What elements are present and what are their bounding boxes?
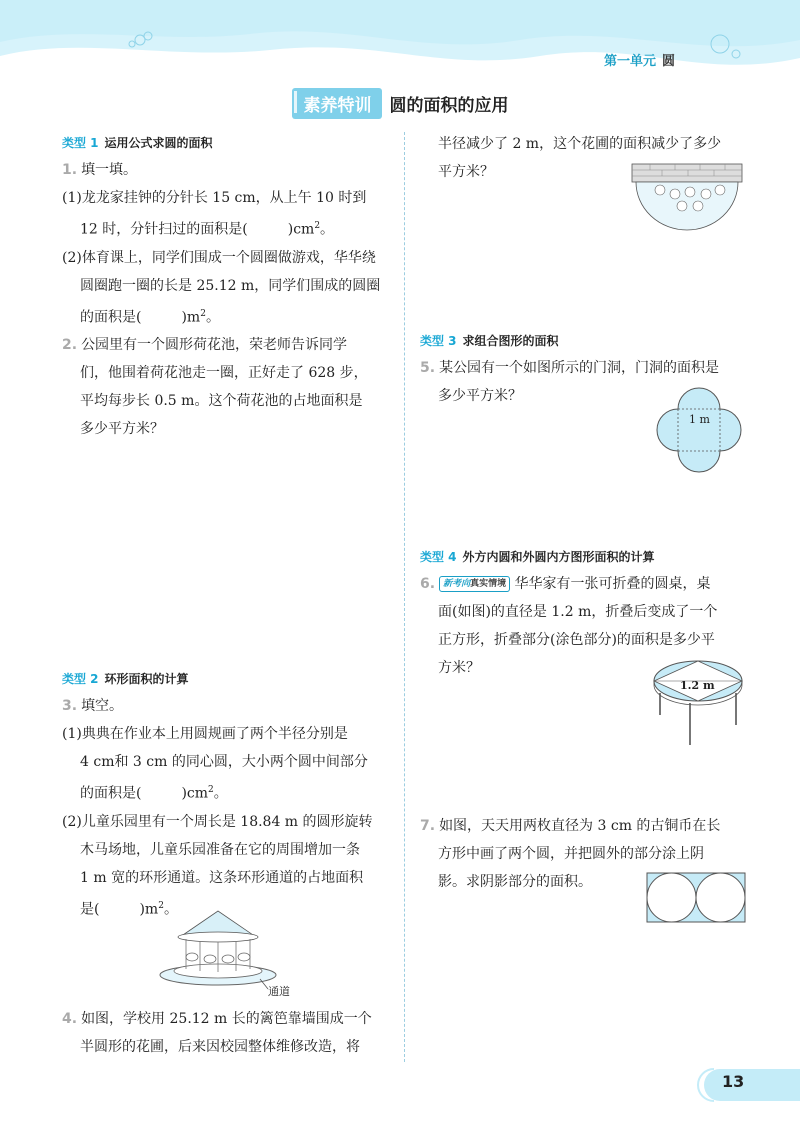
q1-text: 12 时，分针扫过的面积是( [80, 221, 248, 238]
q5-line2: 多少平方米？ [438, 388, 522, 404]
fig-label-diameter: 1.2 m [680, 679, 715, 692]
q1-text: 的面积是( [80, 309, 142, 326]
left-column [62, 130, 392, 443]
q1-end: 。 [205, 309, 220, 326]
q1-unit: )m [181, 309, 201, 326]
q7-line3: 影。求阴影部分的面积。 [438, 874, 592, 890]
q5-number: 5. [420, 360, 436, 376]
title-badge: 素养特训 [292, 88, 382, 119]
q6-line2: 面(如图)的直径是 1.2 m，折叠后变成了一个 [438, 604, 718, 620]
q3-text: 的面积是( [80, 785, 142, 802]
q1-unit: )cm [287, 221, 315, 238]
type4-tag: 类型 4 [420, 550, 457, 564]
q4-number: 4. [62, 1011, 78, 1027]
type2-text: 环形面积的计算 [104, 672, 189, 686]
badge-real-text: 真实情境 [470, 579, 507, 589]
question-3 [62, 692, 392, 923]
type4-text: 外方内圆和外圆内方图形面积的计算 [462, 550, 655, 564]
unit-subtitle: 圆 [662, 54, 676, 69]
q6-line3: 正方形，折叠部分(涂色部分)的面积是多少平 [438, 632, 715, 648]
q1-part1-line2 [62, 212, 392, 244]
round-table-figure [650, 655, 750, 747]
type2-tag: 类型 2 [62, 672, 99, 686]
q3-unit: )m [139, 901, 159, 918]
q1-stem: 填一填。 [81, 162, 138, 178]
q6-line1: 华华家有一张可折叠的圆桌，桌 [514, 576, 711, 592]
q1-part2-line1: (2)体育课上，同学们围成一个圆圈做游戏，华华绕 [62, 249, 376, 266]
q1-part2-line2: 圆圈跑一圈的长是 25.12 m，同学们围成的圆圈 [80, 277, 381, 294]
q3-end: 。 [213, 785, 228, 802]
q2-line1: 公园里有一个圆形荷花池，荣老师告诉同学 [81, 337, 348, 354]
question-4 [62, 1005, 392, 1061]
new-direction-badge [439, 576, 510, 592]
unit-title: 第一单元 [604, 54, 657, 69]
doorway-figure [652, 385, 746, 473]
type1-tag: 类型 1 [62, 136, 99, 150]
q2-line2: 们，他围着荷花池走一圈，正好走了 628 步， [80, 365, 368, 382]
q2-line4: 多少平方米？ [80, 421, 164, 438]
q4-cont-line2: 平方米？ [438, 164, 494, 180]
q7-number: 7. [420, 818, 436, 834]
q6-line4: 方米？ [438, 660, 480, 676]
unit-label [604, 50, 675, 69]
type3-text: 求组合图形的面积 [462, 334, 559, 348]
q4-line2: 半圆形的花圃，后来因校园整体维修改造，将 [80, 1039, 360, 1055]
q3-part2-line1: (2)儿童乐园里有一个周长是 18.84 m 的圆形旋转 [62, 813, 373, 830]
two-circles-figure [646, 872, 746, 924]
q7-line2: 方形中画了两个圆，并把圆外的部分涂上阴 [438, 846, 704, 862]
q3-stem: 填空。 [81, 698, 124, 714]
page-title [0, 88, 800, 119]
q3-text: 是( [80, 901, 100, 918]
type2-heading [62, 666, 392, 692]
q3-sup: 2 [208, 785, 214, 795]
q3-end: 。 [163, 901, 178, 918]
q7-line1: 如图，天天用两枚直径为 3 cm 的古铜币在长 [439, 818, 721, 834]
header-banner [0, 0, 800, 80]
q1-part1-line1: (1)龙龙家挂钟的分针长 15 cm，从上午 10 时到 [62, 190, 367, 206]
type4-heading [420, 544, 750, 570]
q3-part1-line2: 4 cm和 3 cm 的同心圆，大小两个圆中间部分 [80, 754, 368, 770]
q1-sup: 2 [314, 221, 321, 231]
carousel-figure [150, 905, 300, 1000]
title-text: 圆的面积的应用 [389, 96, 509, 116]
q2-number: 2. [62, 337, 78, 354]
q3-part1-line1: (1)典典在作业本上用圆规画了两个半径分别是 [62, 726, 348, 742]
badge-new-text: 新考向 [443, 579, 471, 589]
q1-end: 。 [320, 221, 335, 238]
type1-text: 运用公式求圆的面积 [104, 136, 213, 150]
page-number-tab [640, 1065, 800, 1105]
type1-heading [62, 130, 392, 156]
left-column-lower [62, 666, 392, 923]
q4-line1: 如图，学校用 25.12 m 长的篱笆靠墙围成一个 [81, 1011, 372, 1027]
q2-line3: 平均每步长 0.5 m。这个荷花池的占地面积是 [80, 393, 363, 410]
q3-part2-line3: 1 m 宽的环形通道。这条环形通道的占地面积 [80, 869, 364, 886]
q4-cont-line1: 半径减少了 2 m，这个花圃的面积减少了多少 [438, 136, 722, 152]
q3-sup: 2 [158, 900, 164, 911]
flowerbed-figure [630, 162, 745, 234]
q3-number: 3. [62, 698, 78, 714]
q6-number: 6. [420, 576, 436, 592]
type3-tag: 类型 3 [420, 334, 457, 348]
q1-sup: 2 [200, 308, 206, 319]
column-divider [404, 132, 405, 1062]
page-number: 13 [722, 1072, 745, 1091]
q1-number: 1. [62, 162, 78, 178]
q3-part2-line2: 木马场地，儿童乐园准备在它的周围增加一条 [80, 841, 360, 858]
fig-label-path: 通道 [268, 985, 290, 998]
question-2 [62, 331, 392, 443]
q3-part1-line3 [62, 776, 392, 808]
question-1 [62, 156, 392, 331]
type3-heading [420, 328, 750, 354]
q5-line1: 某公园有一个如图所示的门洞，门洞的面积是 [439, 360, 720, 376]
q1-part2-line3 [62, 300, 392, 332]
fig-label-side: 1 m [689, 413, 710, 426]
q3-unit: )cm [181, 785, 209, 802]
left-column-q4 [62, 1005, 392, 1061]
